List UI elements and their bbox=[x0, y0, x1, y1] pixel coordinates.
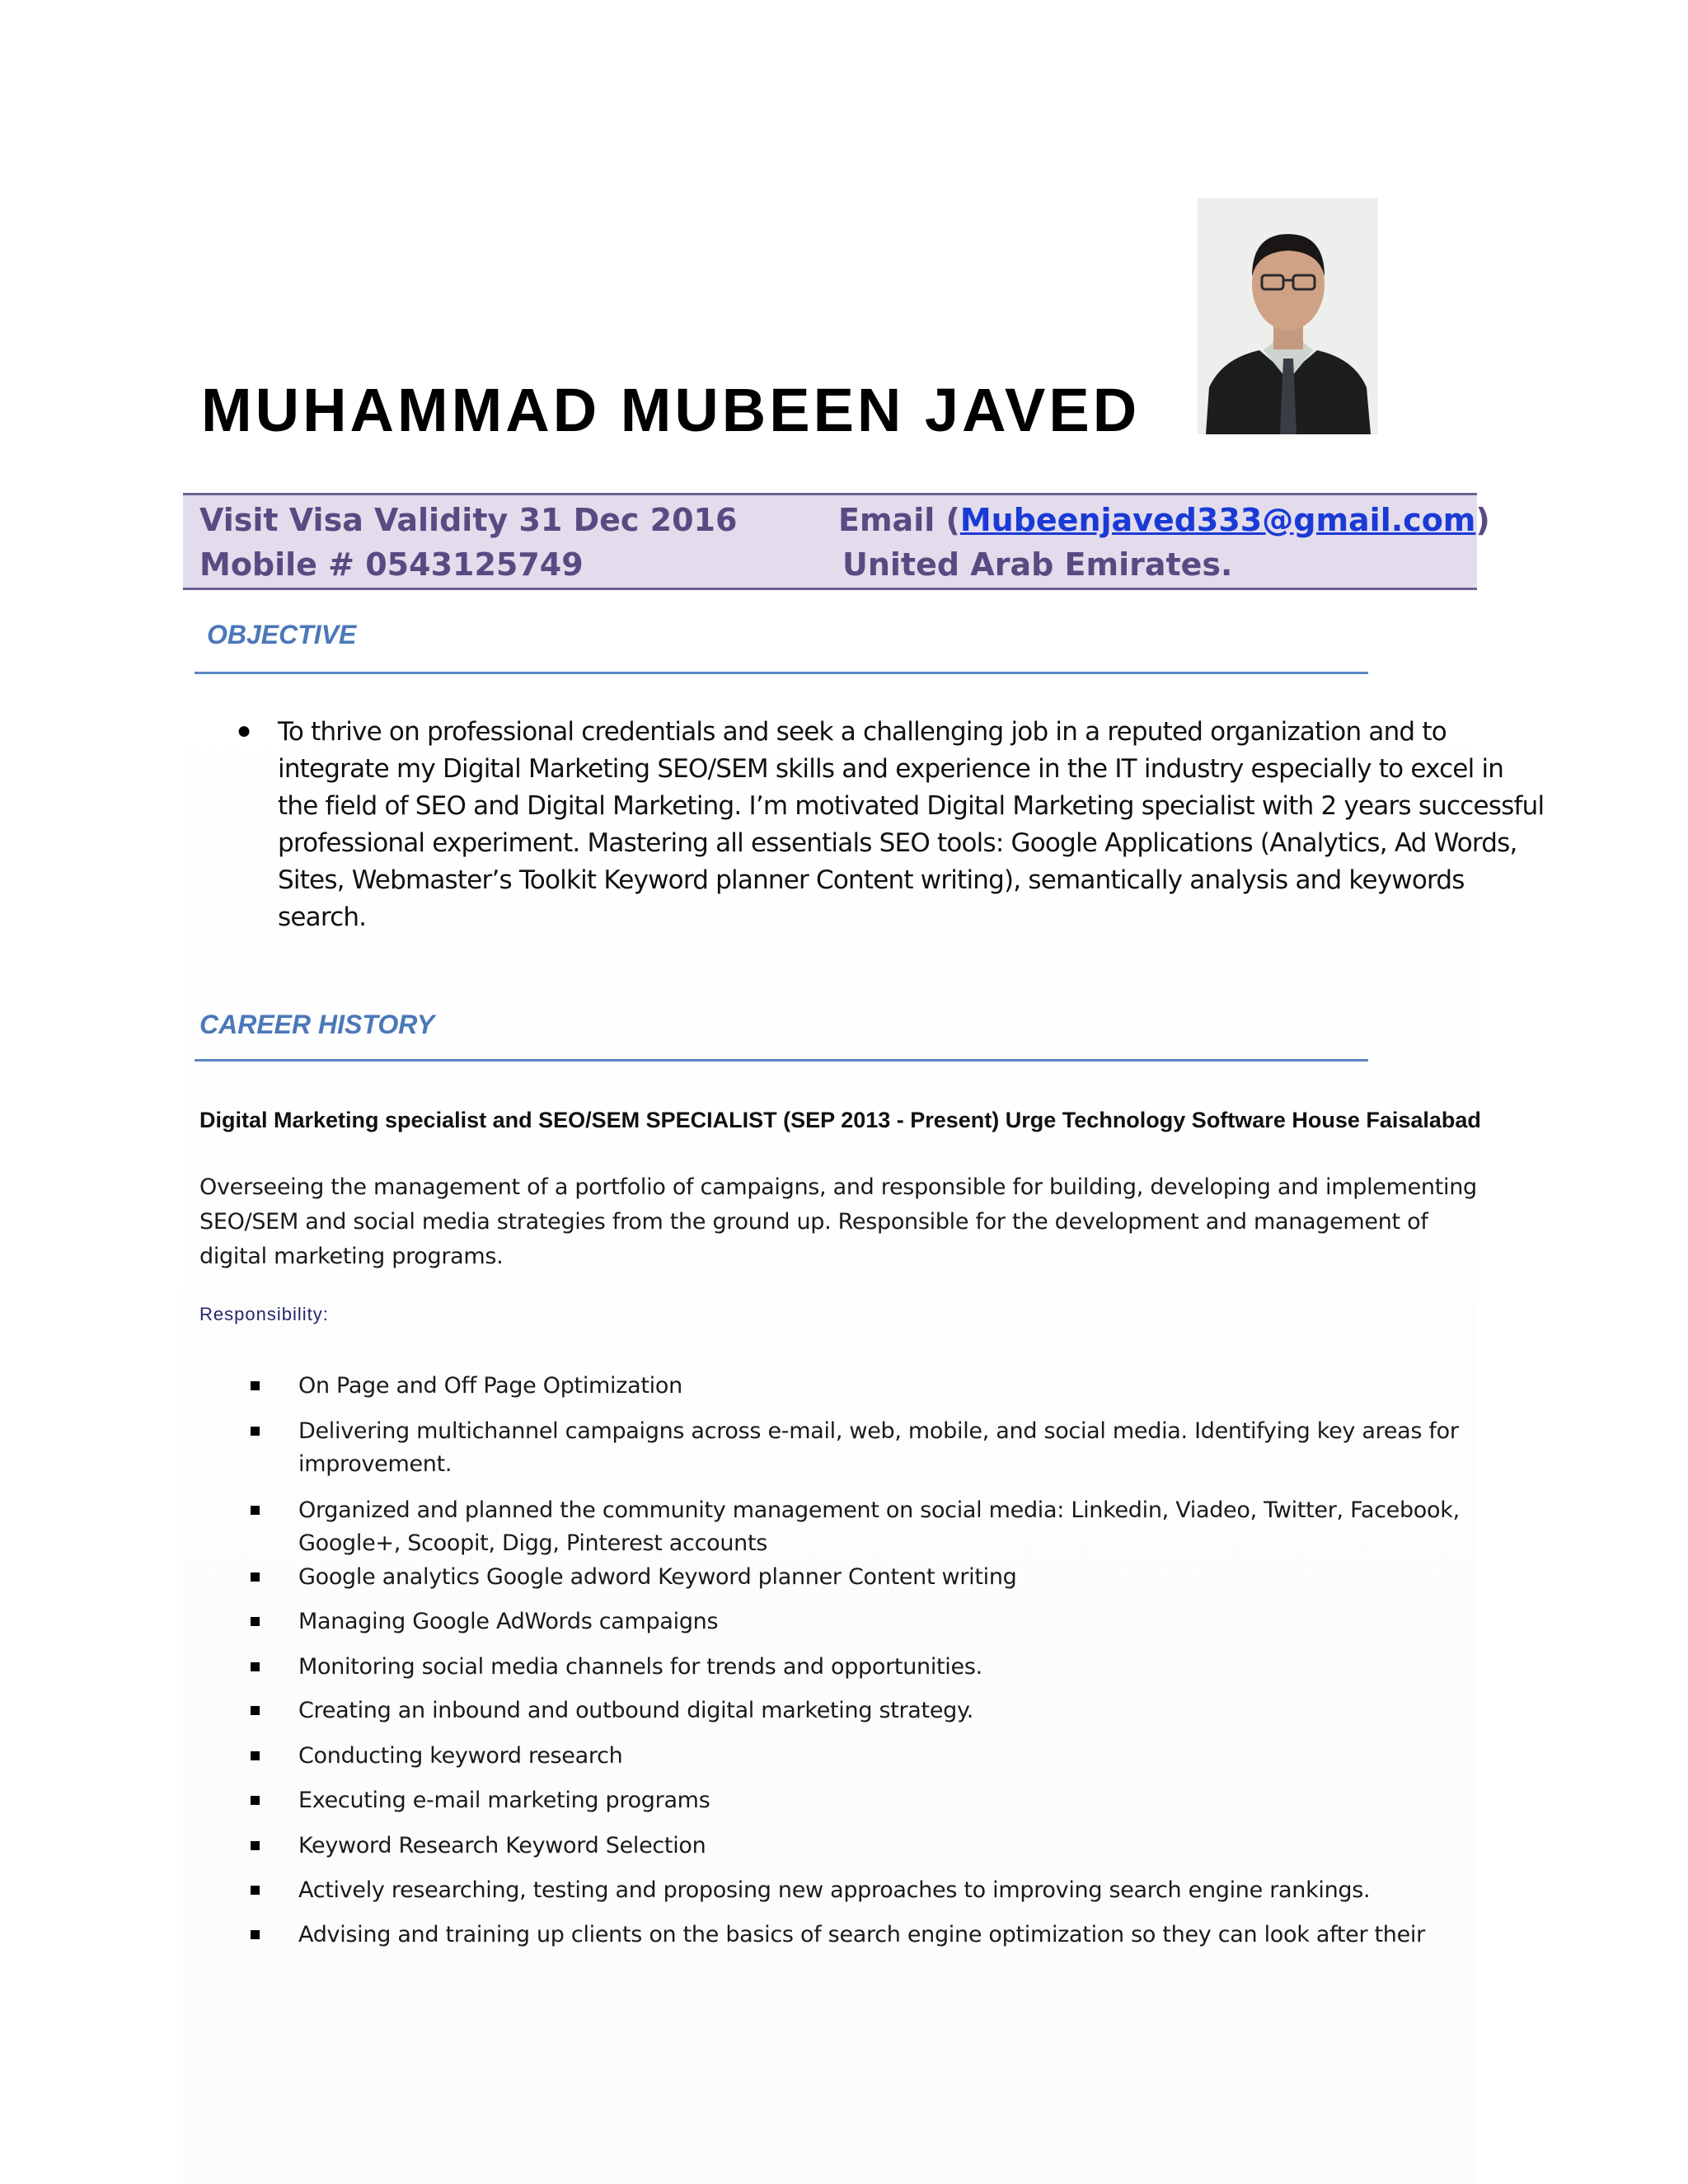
objective-heading: OBJECTIVE bbox=[207, 620, 357, 649]
square-bullet-icon bbox=[251, 1381, 260, 1390]
responsibility-item: Monitoring social media channels for trends and opportunities. bbox=[298, 1654, 982, 1680]
objective-divider bbox=[195, 672, 1368, 674]
career-history-heading: CAREER HISTORY bbox=[199, 1010, 435, 1039]
square-bullet-icon bbox=[251, 1796, 260, 1805]
responsibility-item: Keyword Research Keyword Selection bbox=[298, 1833, 706, 1858]
square-bullet-icon bbox=[251, 1662, 260, 1671]
square-bullet-icon bbox=[251, 1930, 260, 1939]
portrait-image bbox=[1198, 198, 1378, 434]
profile-photo bbox=[1198, 198, 1378, 434]
visa-validity: Visit Visa Validity 31 Dec 2016 bbox=[199, 502, 738, 538]
square-bullet-icon bbox=[251, 1751, 260, 1760]
square-bullet-icon bbox=[251, 1506, 260, 1515]
responsibility-item: Creating an inbound and outbound digital marketing strategy. bbox=[298, 1698, 974, 1723]
location: United Arab Emirates. bbox=[842, 546, 1233, 583]
email-suffix: ) bbox=[1475, 502, 1490, 538]
responsibility-label: Responsibility: bbox=[199, 1304, 329, 1324]
candidate-name: MUHAMMAD MUBEEN JAVED bbox=[201, 376, 1141, 444]
responsibility-item: Organized and planned the community management on social media: Linkedin, Viadeo, Twitter, Facebook, Google+, Scoopit, Digg, Pinterest accounts bbox=[298, 1497, 1460, 1556]
career-divider bbox=[195, 1059, 1368, 1062]
responsibility-item: Actively researching, testing and proposing new approaches to improving search engine rankings. bbox=[298, 1877, 1371, 1903]
mobile-number: Mobile # 0543125749 bbox=[199, 546, 584, 583]
responsibility-item: Executing e-mail marketing programs bbox=[298, 1788, 710, 1813]
contact-bar bbox=[183, 493, 1490, 590]
square-bullet-icon bbox=[251, 1886, 260, 1895]
square-bullet-icon bbox=[251, 1427, 260, 1436]
square-bullet-icon bbox=[251, 1841, 260, 1850]
square-bullet-icon bbox=[251, 1706, 260, 1715]
responsibility-item: Google analytics Google adword Keyword planner Content writing bbox=[298, 1564, 1017, 1590]
email-link[interactable]: Mubeenjaved333@gmail.com bbox=[959, 502, 1476, 538]
bullet-icon: ● bbox=[237, 717, 252, 744]
square-bullet-icon bbox=[251, 1617, 260, 1626]
objective-text: To thrive on professional credentials and seek a challenging job in a reputed organization and to integrate my Digital Marketing SEO/SEM skills and experience in the IT industry especially to excel in the field of SEO and Digital Marketing. I’m motivated Digital Marketing specialist with 2 years successful professional experiment. Mastering all essentials SEO tools: Google Applications (Analytics, Ad Words, Sites, Webmaster’s Toolkit Keyword planner Content writing), semantically analysis and keywords search. bbox=[278, 717, 1545, 932]
job-title: Digital Marketing specialist and SEO/SEM SPECIALIST (SEP 2013 - Present) Urge Technology Software House Faisalabad bbox=[199, 1108, 1481, 1132]
job-description: Overseeing the management of a portfolio of campaigns, and responsible for building, developing and implementing SEO/SEM and social media strategies from the ground up. Responsible for the development and management of digital marketing programs. bbox=[199, 1174, 1477, 1269]
responsibility-item: Advising and training up clients on the basics of search engine optimization so they can look after their bbox=[298, 1922, 1425, 1947]
responsibility-item: On Page and Off Page Optimization bbox=[298, 1373, 682, 1399]
email-prefix: Email ( bbox=[838, 502, 960, 538]
email-line bbox=[838, 502, 1490, 538]
square-bullet-icon bbox=[251, 1572, 260, 1582]
responsibility-item: Delivering multichannel campaigns across e-mail, web, mobile, and social media. Identifying key areas for improvement. bbox=[298, 1418, 1459, 1477]
responsibility-item: Conducting keyword research bbox=[298, 1743, 623, 1769]
responsibility-item: Managing Google AdWords campaigns bbox=[298, 1609, 719, 1634]
